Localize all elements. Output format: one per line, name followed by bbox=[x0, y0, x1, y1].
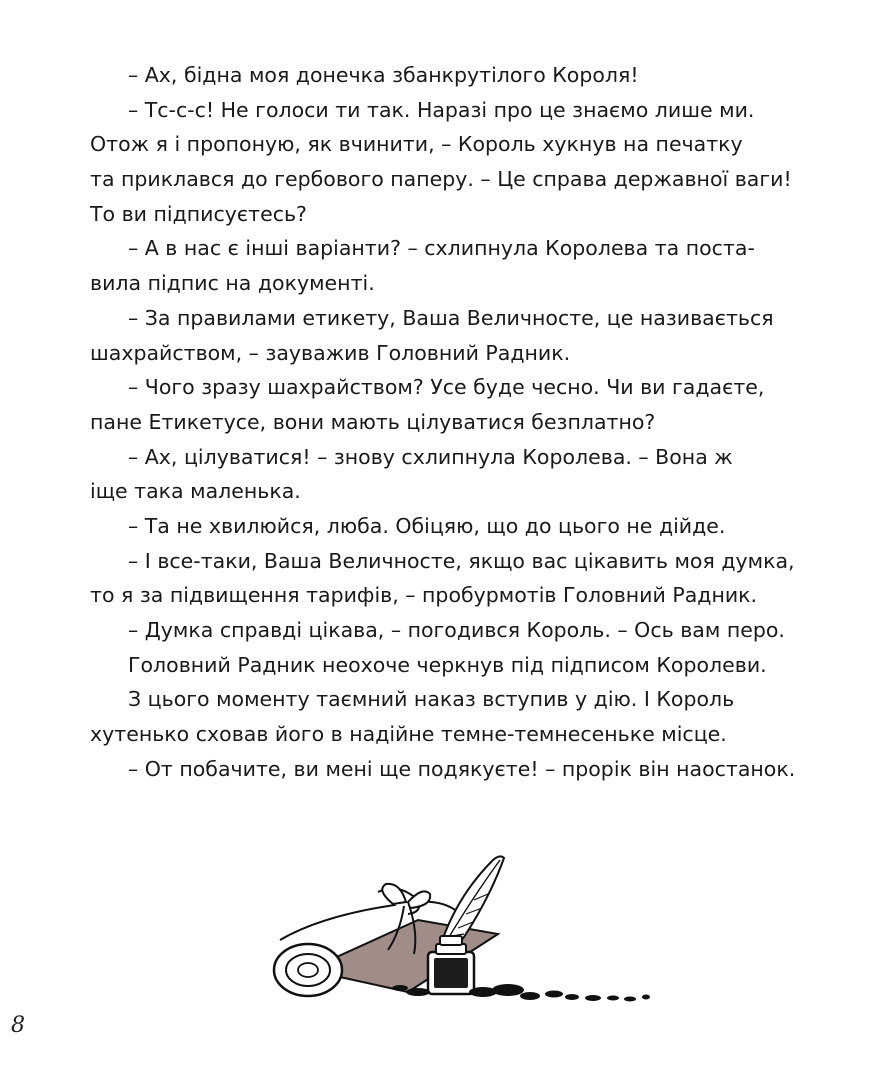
text-line: – Чого зразу шахрайством? Усе буде чесно. Чи ви гадаєте, bbox=[128, 375, 765, 400]
text-line: Отож я і пропоную, як вчинити, – Король хукнув на печатку bbox=[90, 132, 743, 157]
text-line: – А в нас є інші варіанти? – схлипнула Королева та поста- bbox=[128, 236, 755, 261]
text-line: – Ах, цілуватися! – знову схлипнула Королева. – Вона ж bbox=[128, 444, 733, 469]
page-number: 8 bbox=[11, 1013, 25, 1038]
scroll-quill-inkwell-icon bbox=[268, 842, 668, 1022]
text-line: – Та не хвилюйся, люба. Обіцяю, що до цього не дійде. bbox=[128, 513, 726, 538]
text-line: То ви підписуєтесь? bbox=[90, 201, 307, 226]
text-line: шахрайством, – зауважив Головний Радник. bbox=[90, 340, 571, 365]
text-line: – За правилами етикету, Ваша Величносте, це називається bbox=[128, 305, 774, 330]
text-line: З цього моменту таємний наказ вступив у дію. І Король bbox=[128, 687, 735, 712]
text-line: та приклався до гербового паперу. – Це справа державної ваги! bbox=[90, 167, 792, 192]
text-line: – І все-таки, Ваша Величносте, якщо вас цікавить моя думка, bbox=[128, 548, 795, 573]
body-text bbox=[90, 58, 840, 786]
text-line: вила підпис на документі. bbox=[90, 271, 375, 296]
text-line: – Ах, бідна моя донечка збанкрутілого Короля! bbox=[128, 63, 639, 87]
text-line: – Думка справді цікава, – погодився Король. – Ось вам перо. bbox=[128, 618, 785, 642]
text-line: пане Етикетусе, вони мають цілуватися безплатно? bbox=[90, 409, 656, 434]
text-line: – От побачите, ви мені ще подякуєте! – прорік він наостанок. bbox=[128, 756, 796, 781]
text-line: то я за підвищення тарифів, – пробурмотів Головний Радник. bbox=[90, 583, 758, 608]
text-line: хутенько сховав його в надійне темне-темнесеньке місце. bbox=[90, 722, 727, 747]
text-line: – Тс-с-с! Не голоси ти так. Наразі про це знаємо лише ми. bbox=[128, 97, 755, 122]
text-line: іще така маленька. bbox=[90, 479, 301, 504]
text-line: Головний Радник неохоче черкнув під підписом Королеви. bbox=[128, 652, 767, 677]
